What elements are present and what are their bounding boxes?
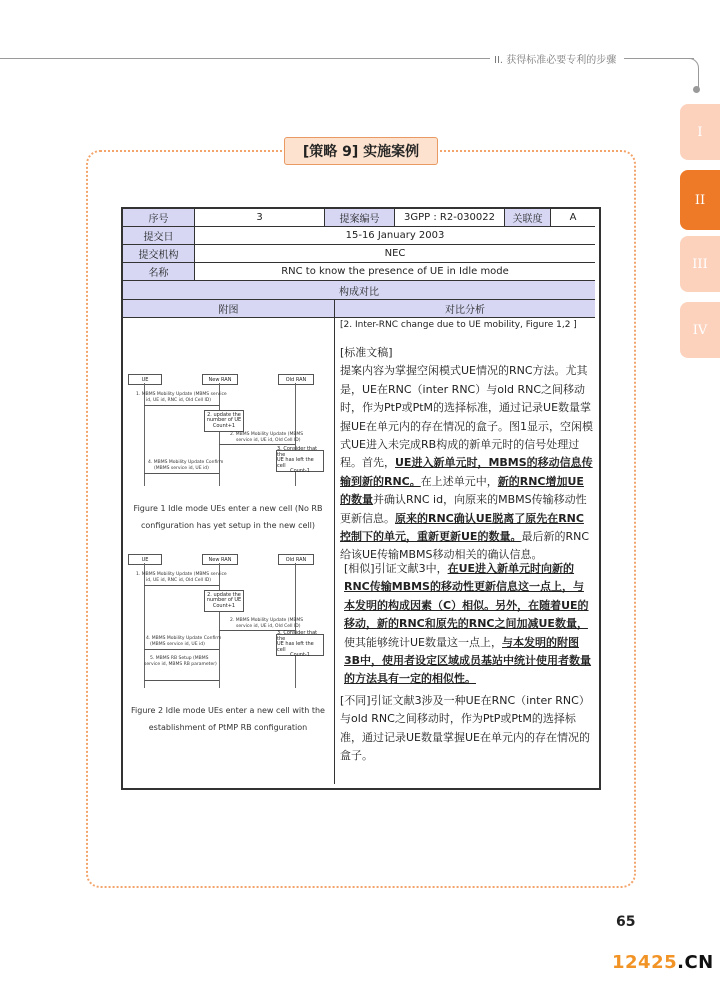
section-title: II. 获得标准必要专利的步骤 <box>494 55 617 66</box>
name-value: RNC to know the presence of UE in Idle mode <box>195 263 595 281</box>
box1-line3: Count+1 <box>212 422 236 429</box>
new-ran-node: New RAN <box>202 374 238 385</box>
strategy-badge: [策略 9] 实施案例 <box>284 137 438 165</box>
comparison-section-head: 构成对比 <box>123 281 595 300</box>
analysis-col-head: 对比分析 <box>335 300 595 318</box>
chapter-tab-2[interactable]: II <box>680 170 720 230</box>
msg2-line2: service id, UE id, Old Cell ID) <box>236 438 301 443</box>
box2-line2: UE has left the cell <box>277 457 314 469</box>
figure-col-head: 附图 <box>123 300 335 318</box>
msg2-line1: 2. MBMS Mobility Update (MBMS <box>230 618 304 623</box>
std-highlight-3: 原来的RNC确认UE脱离了原先在RNC控制下的单元，重新更新UE的数量。 <box>340 511 584 544</box>
page-number: 65 <box>616 914 636 930</box>
old-ran-node: Old RAN <box>278 554 314 565</box>
chapter-tab-3[interactable]: III <box>680 236 720 292</box>
msg1-line1: 1. MBMS Mobility Update (MBMS service <box>136 572 227 577</box>
box1-line1: 2. update the <box>207 411 241 418</box>
reference-line: [2. Inter-RNC change due to UE mobility, Figure 1,2 ] <box>340 320 577 330</box>
msg1-line2: id, UE id, RNC id, Old Cell ID) <box>146 578 212 583</box>
msg1-arrow <box>144 405 219 406</box>
box1-line1: 2. update the <box>207 591 241 598</box>
name-label: 名称 <box>123 263 195 281</box>
proposal-no-label: 提案编号 <box>325 209 395 227</box>
serial-label: 序号 <box>123 209 195 227</box>
date-label: 提交日 <box>123 227 195 245</box>
msg1-line2: id, UE id, RNC id, Old Cell ID) <box>146 398 212 403</box>
box2-line3: Count-1 <box>290 652 310 659</box>
sim-highlight-1: 在UE进入新单元时向新的RNC传输MBMS的移动性更新信息这一点上，与本发明的构成因素（C）相似。另外，在随着UE的移动，新的RNC和原先的RNC之间加减UE数量， <box>344 562 589 631</box>
msg1-line1: 1. MBMS Mobility Update (MBMS service <box>136 392 227 397</box>
old-ran-node: Old RAN <box>278 374 314 385</box>
msg3-arrow <box>144 649 219 650</box>
sim-text-b: 使其能够统计UE数量这一点上， <box>344 635 503 649</box>
std-highlight-1: UE进入新单元时，MBMS的移动信息传输到新的RNC。 <box>340 456 593 488</box>
sequence-diagram-1 <box>124 372 330 492</box>
box2-line2: UE has left the cell <box>277 641 314 653</box>
ue-lifeline <box>144 563 145 688</box>
watermark-logo <box>612 952 714 973</box>
header-dot <box>693 86 700 93</box>
std-text-a: 提案内容为掌握空闲模式UE情况的RNC方法。尤其是，UE在RNC（inter RNC）与old RNC之间移动时，作为PtP或PtM的选择标准，通过记录UE数量掌握UE在单元内的存在情况的盒子。图1显示，空闲模式UE进入未完成RB构成的新单元时的信号处理过程。首先， <box>340 364 593 470</box>
sim-highlight-2: 与本发明的附图3B中，使用者设定区域成员基站中统计使用者数量的方法具有一定的相似性。 <box>344 635 592 686</box>
ue-lifeline <box>144 383 145 486</box>
figure1-caption-1: Figure 1 Idle mode UEs enter a new cell (No RB <box>133 504 323 513</box>
box2-line1: 3. Consider that the <box>277 630 318 642</box>
figure1-caption-2: configuration has yet setup in the new cell) <box>140 521 316 530</box>
different-body: [不同]引证文献3涉及一种UE在RNC（inter RNC）与old RNC之间移动时，作为PtP或PtM的选择标准，通过记录UE数量掌握UE在单元内的存在情况的盒子。 <box>340 694 591 763</box>
msg2-line1: 2. MBMS Mobility Update (MBMS <box>230 432 304 437</box>
box2-line1: 3. Consider that the <box>277 446 318 458</box>
std-text-c: 并确认RNC id，向原来的MBMS传输移动性更新信息。 <box>340 493 587 525</box>
box1-line3: Count+1 <box>212 602 236 609</box>
sequence-diagram-2 <box>124 552 330 692</box>
standard-draft-block <box>340 344 593 565</box>
new-ran-lifeline <box>219 383 220 486</box>
relevance-value: A <box>551 209 595 227</box>
msg2-line2: service id, UE id, Old Cell ID) <box>236 624 301 629</box>
msg2-arrow <box>219 444 295 445</box>
std-text-d: 最后新的RNC给该UE传输MBMS移动相关的确认信息。 <box>340 530 590 562</box>
ue-node: UE <box>128 374 162 385</box>
ue-node: UE <box>128 554 162 565</box>
box2-line3: Count-1 <box>290 468 310 475</box>
relevance-label: 关联度 <box>505 209 551 227</box>
chapter-tab-1[interactable]: I <box>680 104 720 160</box>
similar-block <box>344 560 592 689</box>
watermark-domain: .CN <box>677 952 714 973</box>
sim-text-a: [相似]引证文献3中， <box>344 562 448 575</box>
figure2-caption-2: establishment of PtMP RB configuration <box>148 723 308 732</box>
msg3-line2: (MBMS service id, UE id) <box>154 466 209 471</box>
header-rule-curve <box>688 58 699 87</box>
date-value: 15-16 January 2003 <box>195 227 595 245</box>
box1-line2: number of UE <box>206 597 242 604</box>
msg3-line1: 4. MBMS Mobility Update Confirm <box>146 636 222 641</box>
std-highlight-2: 新的RNC增加UE的数量 <box>340 474 584 507</box>
left-cell-box <box>276 630 324 659</box>
figure2-caption-1: Figure 2 Idle mode UEs enter a new cell with the <box>131 706 325 715</box>
msg4-arrow <box>144 680 219 681</box>
box1-line2: number of UE <box>206 417 242 424</box>
msg3-line1: 4. MBMS Mobility Update Confirm <box>148 460 224 465</box>
msg4-line1: 5. MBMS RB Setup (MBMS <box>150 656 209 661</box>
standard-head: [标准文稿] <box>340 346 393 359</box>
chapter-tab-4[interactable]: IV <box>680 302 720 358</box>
update-count-box <box>204 590 244 612</box>
new-ran-lifeline <box>219 563 220 688</box>
standard-body <box>340 362 593 564</box>
left-cell-box <box>276 446 324 475</box>
proposal-no-value: 3GPP : R2-030022 <box>395 209 505 227</box>
msg1-arrow <box>144 585 219 586</box>
watermark-number: 12425 <box>612 952 678 973</box>
similar-body <box>344 560 592 689</box>
msg3-line2: (MBMS service id, UE id) <box>150 642 205 647</box>
msg4-line2: service id, MBMS RB parameter) <box>144 662 217 667</box>
org-label: 提交机构 <box>123 245 195 263</box>
msg3-arrow <box>144 473 219 474</box>
header-rule-right <box>624 58 694 59</box>
new-ran-node: New RAN <box>202 554 238 565</box>
serial-value: 3 <box>195 209 325 227</box>
update-count-box <box>204 410 244 432</box>
different-block <box>340 692 593 766</box>
std-text-b: 在上述单元中， <box>420 474 498 488</box>
org-value: NEC <box>195 245 595 263</box>
header-rule <box>0 58 490 59</box>
